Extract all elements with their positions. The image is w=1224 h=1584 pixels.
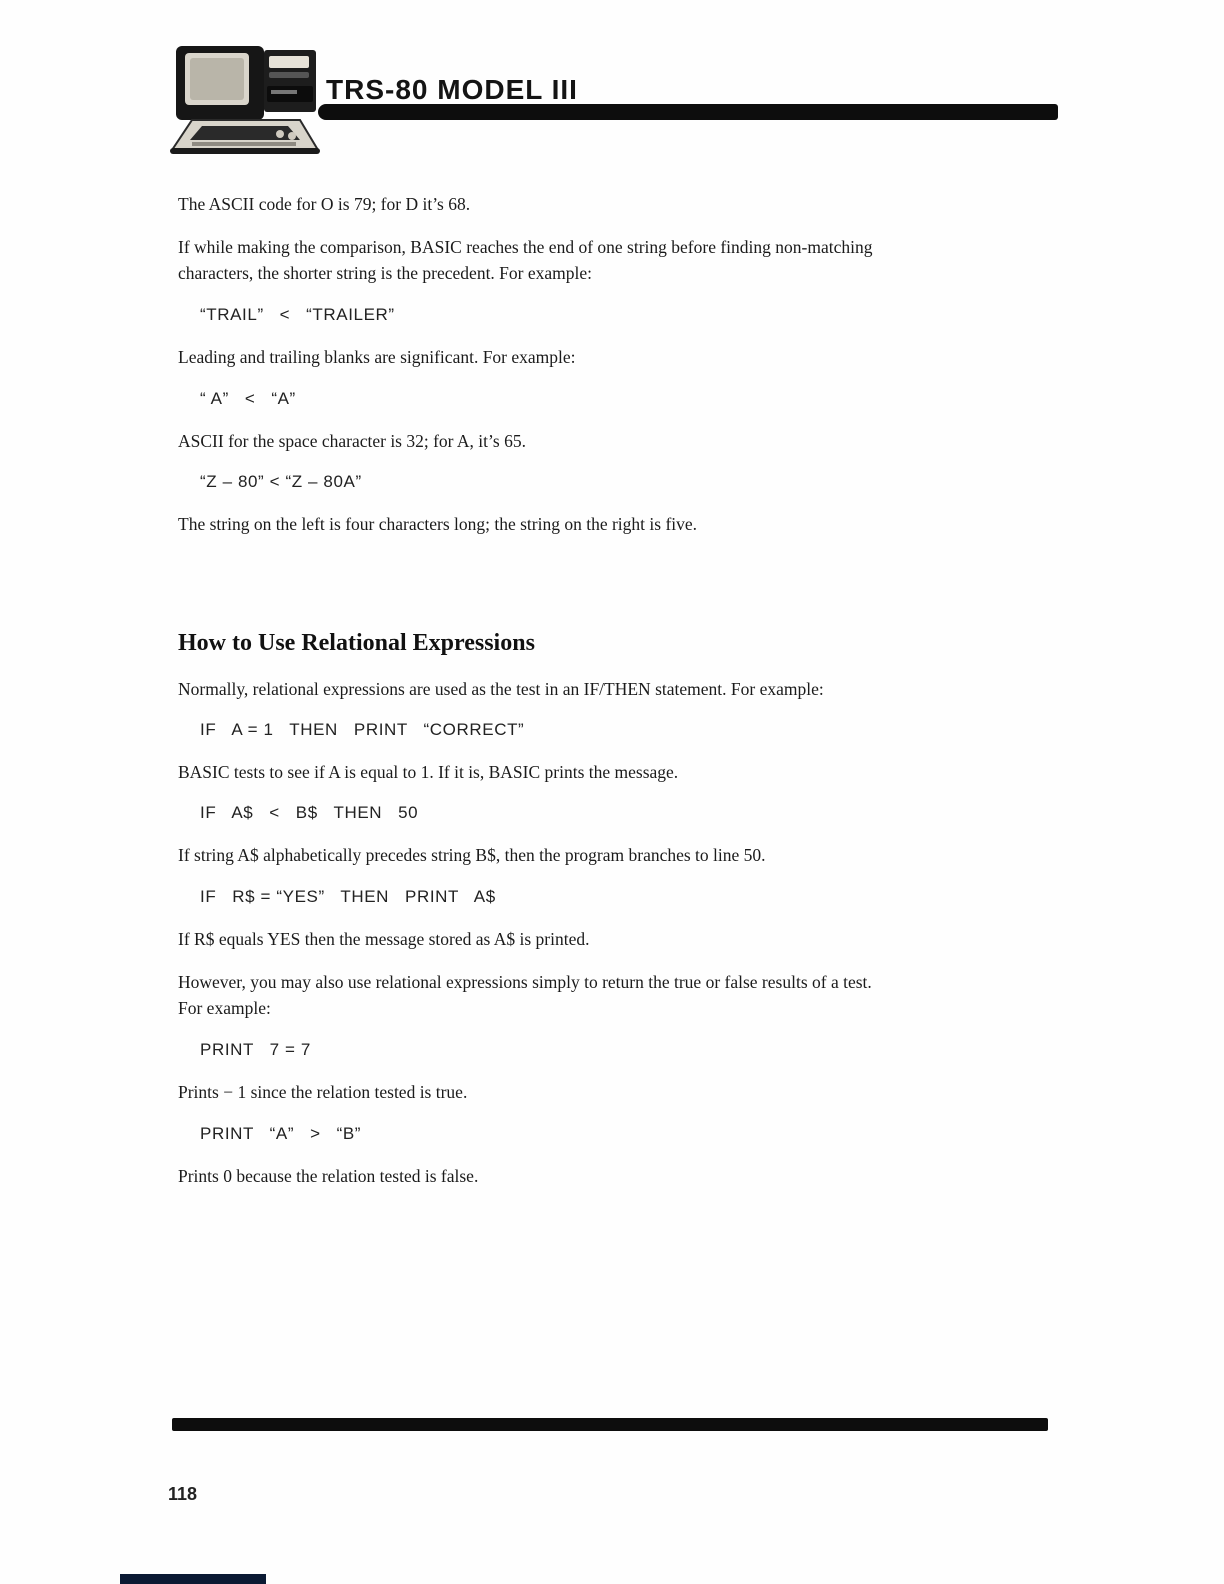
page-number: 118 xyxy=(168,1484,198,1504)
paragraph-prints-true: Prints − 1 since the relation tested is true. xyxy=(178,1081,468,1102)
paragraph-basic-tests: BASIC tests to see if A is equal to 1. If it is, BASIC prints the message. xyxy=(178,762,679,783)
paragraph-blanks: Leading and trailing blanks are significant. For example: xyxy=(178,346,576,367)
code-print-a-b: PRINT “A” > “B” xyxy=(200,1123,362,1143)
paragraph-ascii-codes: The ASCII code for O is 79; for D it’s 68. xyxy=(178,194,471,214)
code-trail-example: “TRAIL” < “TRAILER” xyxy=(200,304,395,324)
paragraph-prints-false: Prints 0 because the relation tested is false. xyxy=(178,1165,479,1186)
section-heading-relational: How to Use Relational Expressions xyxy=(178,630,535,657)
paragraph-precedes: If string A$ alphabetically precedes string B$, then the program branches to line 50. xyxy=(178,845,766,866)
header-rule xyxy=(318,104,1058,120)
code-space-example: “ A” < “A” xyxy=(200,388,296,408)
paragraph-space-ascii: ASCII for the space character is 32; for A, it’s 65. xyxy=(178,430,526,451)
paragraph-rs-equals: If R$ equals YES then the message stored as A$ is printed. xyxy=(178,929,590,950)
paragraph-normally: Normally, relational expressions are used as the test in an IF/THEN statement. For example: xyxy=(178,679,824,700)
paragraph-comparison: If while making the comparison, BASIC reaches the end of one string before finding non-matching characters, the shorter string is the precedent. For example: xyxy=(178,236,873,283)
page-header xyxy=(0,0,1224,180)
document-content xyxy=(178,192,878,1206)
footer-rule xyxy=(172,1418,1048,1431)
code-if-a-equals-1: IF A = 1 THEN PRINT “CORRECT” xyxy=(200,720,525,740)
paragraph-however: However, you may also use relational expressions simply to return the true or false results of a test. For example: xyxy=(178,971,872,1018)
page-title: TRS-80 MODEL III xyxy=(326,74,578,105)
trs80-computer-icon xyxy=(168,42,328,160)
scan-artifact-mark xyxy=(120,1574,266,1584)
code-print-7: PRINT 7 = 7 xyxy=(200,1039,311,1059)
code-z80-example: “Z – 80” < “Z – 80A” xyxy=(200,472,362,492)
code-if-astring: IF A$ < B$ THEN 50 xyxy=(200,803,419,823)
paragraph-length: The string on the left is four characters long; the string on the right is five. xyxy=(178,514,698,535)
code-if-rstring: IF R$ = “YES” THEN PRINT A$ xyxy=(200,887,496,907)
